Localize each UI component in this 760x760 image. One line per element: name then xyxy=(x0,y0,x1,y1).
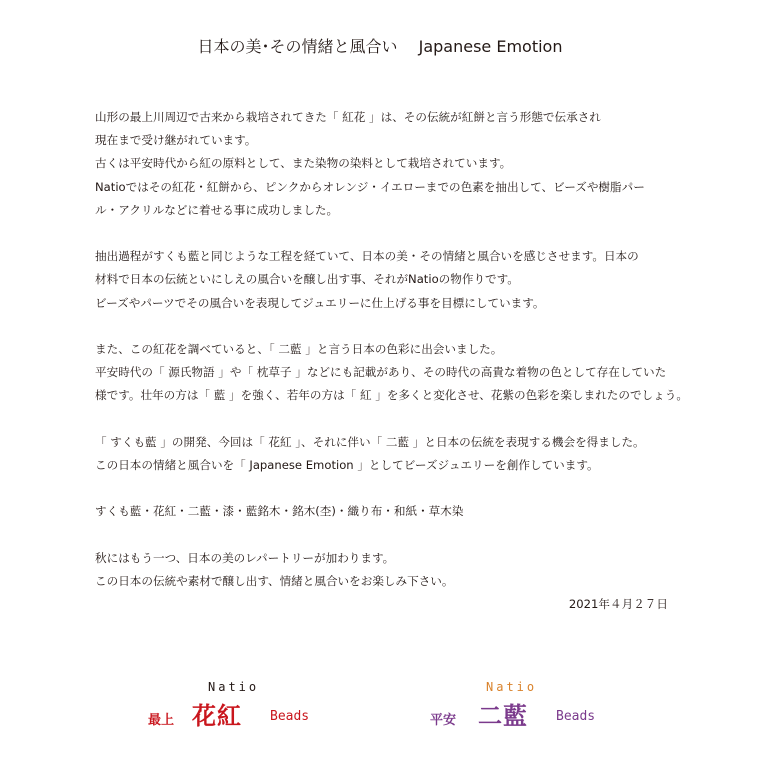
text-line: また、この紅花を調べていると、「 二藍 」と言う日本の色彩に出会いました。 xyxy=(95,342,503,356)
paragraph-development xyxy=(95,431,695,477)
paragraph-closing xyxy=(95,547,695,593)
page-title: 日本の美･その情緒と風合い Japanese Emotion xyxy=(197,37,563,56)
text-line: ル・アクリルなどに着せる事に成功しました。 xyxy=(95,202,339,217)
mogami-benibana-beads-logo xyxy=(148,676,348,736)
document-date: 2021年４月２７日 xyxy=(568,597,668,611)
text-line: 「 すくも藍 」の開発、今回は「 花紅 」、それに伴い「 二藍 」と日本の伝統を表現する機会を得ました。 xyxy=(95,434,645,449)
logo-natio-text: Natio xyxy=(486,680,538,694)
heian-futaai-beads-logo xyxy=(430,676,630,736)
text-line: Natioではその紅花・紅餅から、ピンクからオレンジ・イエローまでの色素を抽出して、ビーズや樹脂パー xyxy=(95,179,645,194)
paragraph-futaai xyxy=(95,338,695,408)
text-line: すくも藍・花紅・二藍・漆・藍銘木・銘木(杢)・織り布・和紙・草木染 xyxy=(95,504,464,519)
paragraph-process xyxy=(95,245,695,315)
text-line: 秋にはもう一つ、日本の美のレパートリーが加わります。 xyxy=(95,550,395,565)
text-line: 古くは平安時代から紅の原料として、また染物の染料として栽培されています。 xyxy=(95,156,512,171)
logo-prefix: 最上 xyxy=(148,713,175,728)
logo-main-text: 二藍 xyxy=(478,702,528,730)
logo-beads-text: Beads xyxy=(270,709,310,724)
body-text xyxy=(95,106,695,593)
text-line: 山形の最上川周辺で古来から栽培されてきた「 紅花 」は、その伝統が紅餅と言う形態で伝承され xyxy=(95,110,601,124)
paragraph-materials-list xyxy=(95,500,695,523)
text-line: 様です。壮年の方は「 藍 」を強く、若年の方は「 紅 」を多くと変化させ、花紫の色彩を楽しまれたのでしょう。 xyxy=(95,388,688,403)
logo-main-text: 花紅 xyxy=(192,702,242,730)
text-line: 平安時代の「 源氏物語 」や「 枕草子 」などにも記載があり、その時代の高貴な着物の色として存在していた xyxy=(95,365,667,380)
paragraph-benibana xyxy=(95,106,695,222)
logo-beads-text: Beads xyxy=(556,709,596,724)
text-line: 現在まで受け継がれています。 xyxy=(95,133,257,148)
text-line: この日本の伝統や素材で醸し出す、情緒と風合いをお楽しみ下さい。 xyxy=(95,573,454,588)
text-line: ビーズやパーツでその風合いを表現してジュエリーに仕上げる事を目標にしています。 xyxy=(95,295,545,310)
text-line: この日本の情緒と風合いを「 Japanese Emotion 」としてビーズジュエリーを創作しています。 xyxy=(95,458,599,472)
logo-natio-text: Natio xyxy=(208,680,260,694)
logo-prefix: 平安 xyxy=(430,713,457,728)
text-line: 材料で日本の伝統といにしえの風合いを醸し出す事、それがNatioの物作りです。 xyxy=(95,272,519,287)
text-line: 抽出過程がすくも藍と同じような工程を経ていて、日本の美・その情緒と風合いを感じさせます。日本の xyxy=(95,249,639,264)
